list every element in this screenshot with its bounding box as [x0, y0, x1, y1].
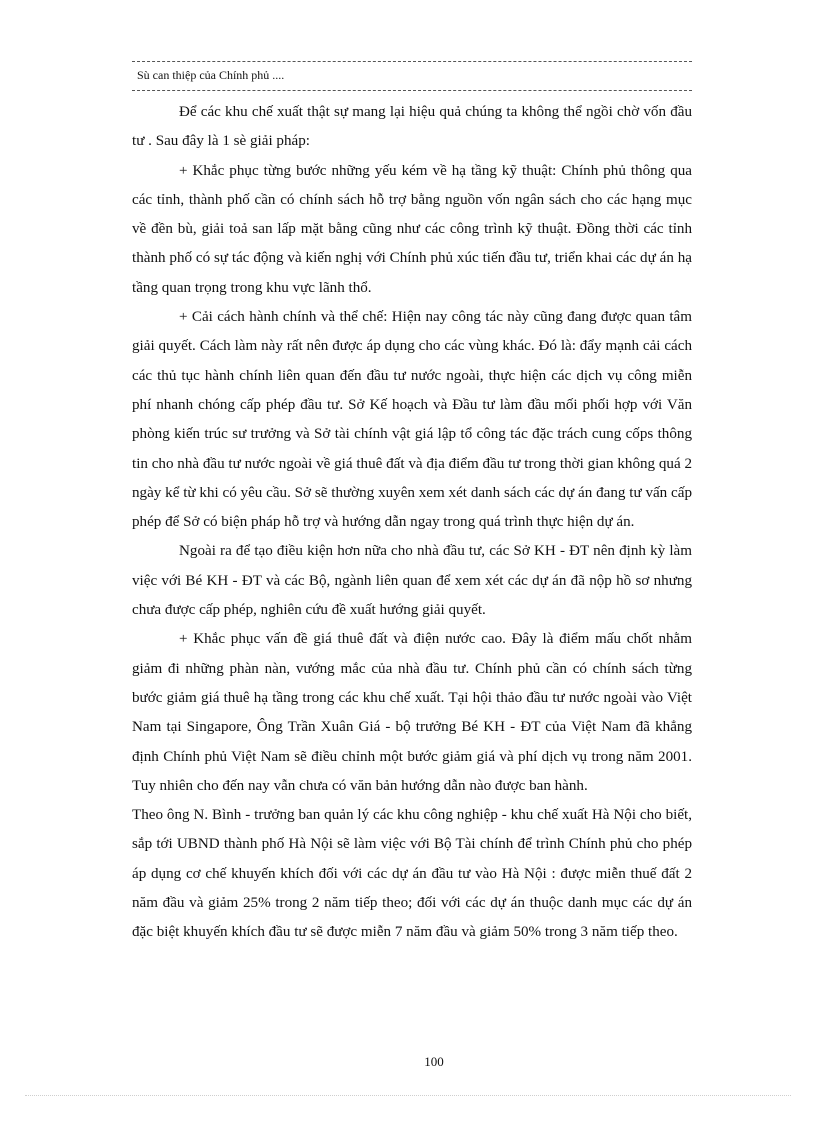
- paragraph-infrastructure: + Khắc phục từng bước những yếu kém về hạ tầng kỹ thuật: Chính phủ thông qua các tỉnh, thành phố cần có chính sách hỗ trợ bằng nguồn vốn ngân sách cho các hạng mục về đền bù, giải toả san lấp mặt bằng cũng như các công trình kỹ thuật. Đồng thời các tỉnh thành phố có sự tác động và kiến nghị với Chính phủ xúc tiến đầu tư, triển khai các dự án hạ tầng quan trọng trong khu vực lãnh thổ.: [132, 162, 692, 296]
- body-text: [132, 98, 692, 948]
- paragraph-administrative-reform: + Cải cách hành chính và thể chế: Hiện nay công tác này cũng đang được quan tâm giải quyết. Cách làm này rất nên được áp dụng cho các vùng khác. Đó là: đẩy mạnh cải cách các thủ tục hành chính liên quan đến đầu tư nước ngoài, thực hiện các dịch vụ công miễn phí nhanh chóng cấp phép đầu tư. Sở Kế hoạch và Đầu tư làm đầu mối phối hợp với Văn phòng kiến trúc sư trưởng và Sở tài chính vật giá lập tổ công tác đặc trách cung cốps thông tin cho nhà đầu tư nước ngoài về giá thuê đất và địa điểm đầu tư trong thời gian không quá 2 ngày kể từ khi có yêu cầu. Sở sẽ thường xuyên xem xét danh sách các dự án đang tư vấn cấp phép để Sở có biện pháp hỗ trợ và hướng dẫn ngay trong quá trình thực hiện dự án.: [132, 309, 692, 531]
- page-number: 100: [424, 1054, 444, 1069]
- page-bottom-border: [25, 1095, 791, 1096]
- paragraph-additional-conditions: Ngoài ra để tạo điều kiện hơn nữa cho nhà đầu tư, các Sở KH - ĐT nên định kỳ làm việc với Bé KH - ĐT và các Bộ, ngành liên quan để xem xét các dự án đã nộp hồ sơ nhưng chưa được cấp phép, nghiên cứu đề xuất hướng giải quyết.: [132, 543, 692, 619]
- paragraph-hanoi-incentives: Theo ông N. Bình - trưởng ban quản lý các khu công nghiệp - khu chế xuất Hà Nội cho biết, sắp tới UBND thành phố Hà Nội sẽ làm việc với Bộ Tài chính để trình Chính phủ cho phép áp dụng cơ chế khuyến khích đối với các dự án đầu tư vào Hà Nội : được miễn thuế đất 2 năm đầu và giảm 25% trong 2 năm tiếp theo; đối với các dự án thuộc danh mục các dự án đặc biệt khuyến khích đầu tư sẽ được miễn 7 năm đầu và giảm 50% trong 3 năm tiếp theo.: [132, 807, 692, 941]
- header-bottom-rule: [132, 90, 692, 91]
- paragraph-land-cost: + Khắc phục vấn đề giá thuê đất và điện nước cao. Đây là điểm mấu chốt nhằm giảm đi những phàn nàn, vướng mắc của nhà đầu tư. Chính phủ cần có chính sách từng bước giảm giá thuê hạ tầng trong các khu chế xuất. Tại hội thảo đầu tư nước ngoài vào Việt Nam tại Singapore, Ông Trần Xuân Giá - bộ trưởng Bé KH - ĐT của Việt Nam đã khẳng định Chính phủ Việt Nam sẽ điều chỉnh một bước giảm giá và phí dịch vụ trong năm 2001. Tuy nhiên cho đến nay vẫn chưa có văn bản hướng dẫn nào được ban hành.: [132, 631, 692, 794]
- running-header-title: Sù can thiệp của Chính phủ ....: [137, 68, 285, 82]
- paragraph-intro: Để các khu chế xuất thật sự mang lại hiệu quả chúng ta không thể ngồi chờ vốn đầu tư . Sau đây là 1 sè giải pháp:: [132, 104, 692, 150]
- header-top-rule: [132, 61, 692, 62]
